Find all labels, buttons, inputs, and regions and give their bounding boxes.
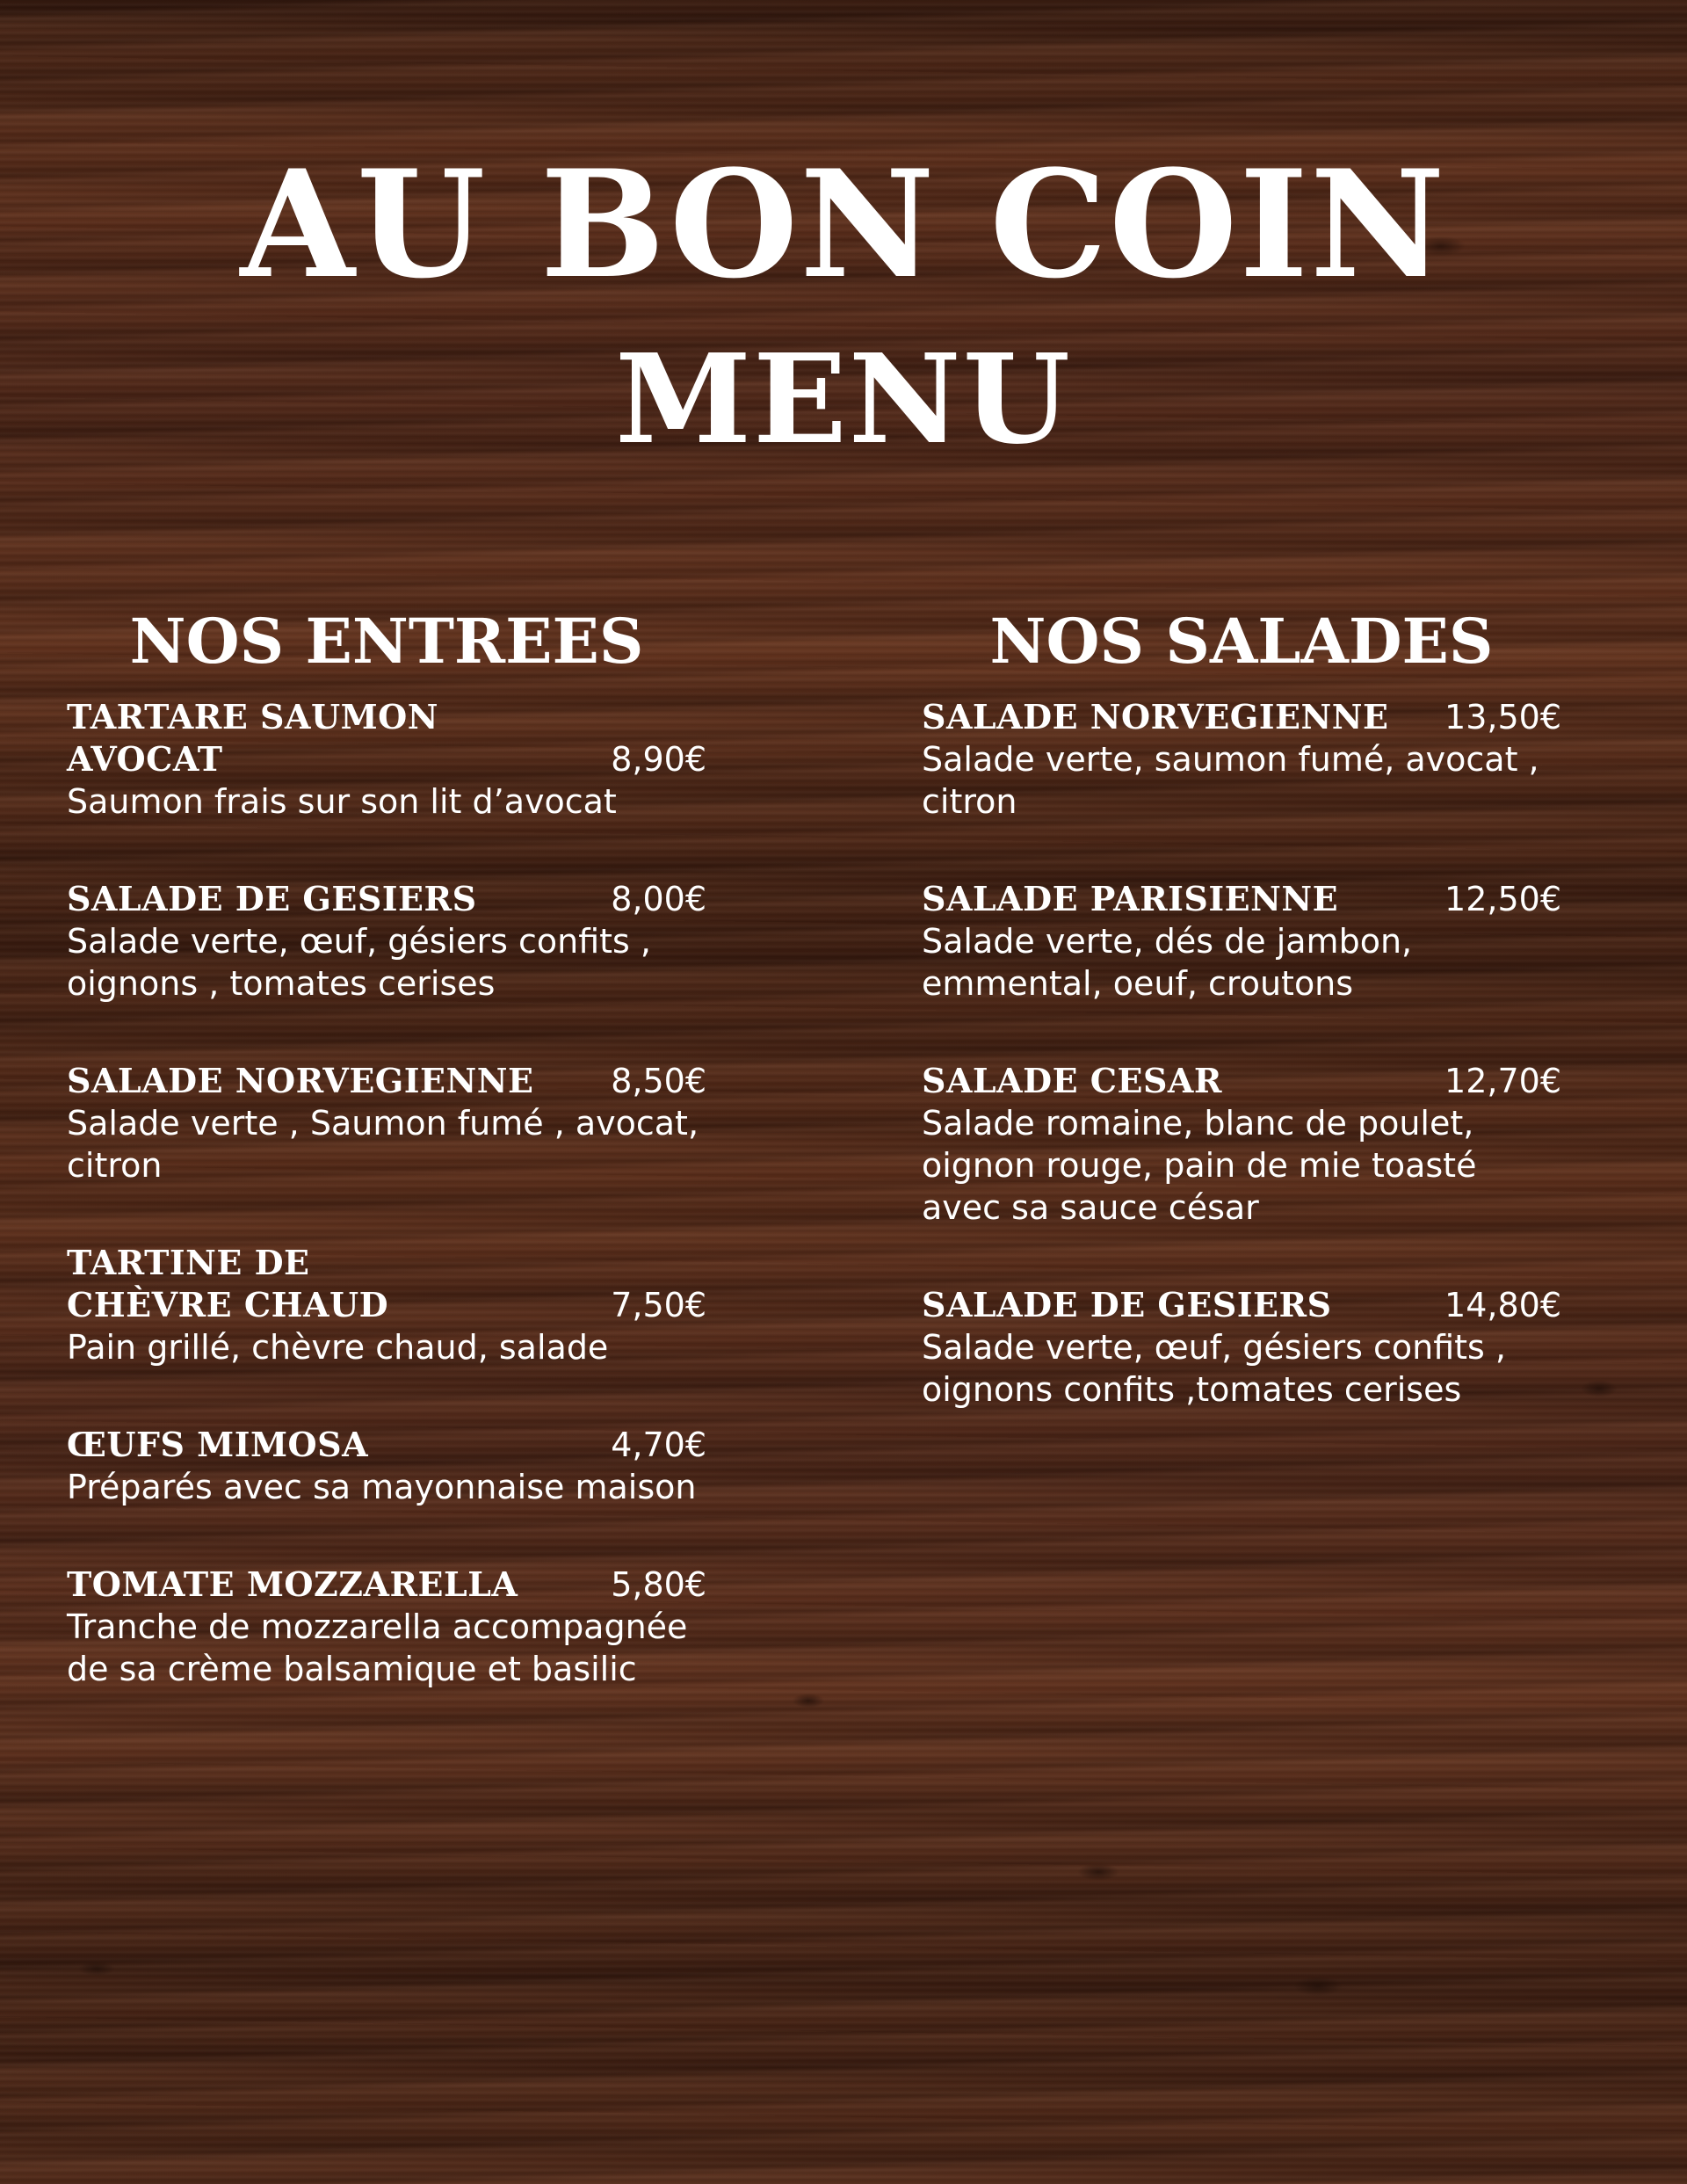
menu-item [67,1564,706,1690]
item-description: Salade verte, œuf, gésiers confits , oignons , tomates cerises [67,922,651,1003]
item-name: SALADE PARISIENNE [922,879,1339,918]
item-name: SALADE CESAR [922,1061,1222,1100]
item-name: TARTINE DE CHÈVRE CHAUD [67,1243,389,1324]
item-name: TOMATE MOZZARELLA [67,1564,518,1604]
menu-item [67,1424,706,1508]
item-description: Préparés avec sa mayonnaise maison [67,1468,697,1506]
item-name: SALADE NORVEGIENNE [922,697,1389,736]
salades-heading: NOS SALADES [989,605,1494,678]
item-name: SALADE NORVEGIENNE [67,1061,534,1100]
item-name: SALADE DE GESIERS [922,1285,1332,1324]
menu-item [922,1060,1561,1229]
salades-section [922,606,1561,1411]
item-price: 7,50€ [611,1286,706,1324]
item-price: 13,50€ [1444,698,1561,736]
item-price: 5,80€ [611,1565,706,1604]
item-name: TARTARE SAUMON AVOCAT [67,697,439,779]
item-price: 12,50€ [1444,880,1561,918]
item-price: 12,70€ [1444,1062,1561,1100]
menu-item [67,1242,706,1368]
entrees-heading: NOS ENTREES [129,605,644,678]
item-description: Salade verte, œuf, gésiers confits , oignons confits ,tomates cerises [922,1328,1506,1409]
item-description: Pain grillé, chèvre chaud, salade [67,1328,609,1367]
restaurant-name: AU BON COIN [240,137,1447,311]
menu-item [922,696,1561,823]
item-price: 8,90€ [611,740,706,779]
item-description: Salade verte, dés de jambon, emmental, oeuf, croutons [922,922,1413,1003]
menu-item [922,1284,1561,1411]
menu-item [67,696,706,823]
entrees-section [67,606,706,1690]
item-price: 8,00€ [611,880,706,918]
item-description: Saumon frais sur son lit d’avocat [67,782,617,821]
item-name: SALADE DE GESIERS [67,879,477,918]
menu-title: MENU [615,328,1072,472]
item-price: 4,70€ [611,1426,706,1464]
item-description: Salade verte, saumon fumé, avocat , citron [922,740,1539,821]
menu-item [67,878,706,1005]
item-price: 8,50€ [611,1062,706,1100]
item-price: 14,80€ [1444,1286,1561,1324]
item-description: Salade romaine, blanc de poulet, oignon rouge, pain de mie toasté avec sa sauce césar [922,1104,1477,1227]
item-description: Salade verte , Saumon fumé , avocat, citron [67,1104,699,1185]
item-description: Tranche de mozzarella accompagnée de sa crème balsamique et basilic [67,1607,688,1688]
menu-item [922,878,1561,1005]
item-name: ŒUFS MIMOSA [67,1425,369,1464]
menu-item [67,1060,706,1186]
